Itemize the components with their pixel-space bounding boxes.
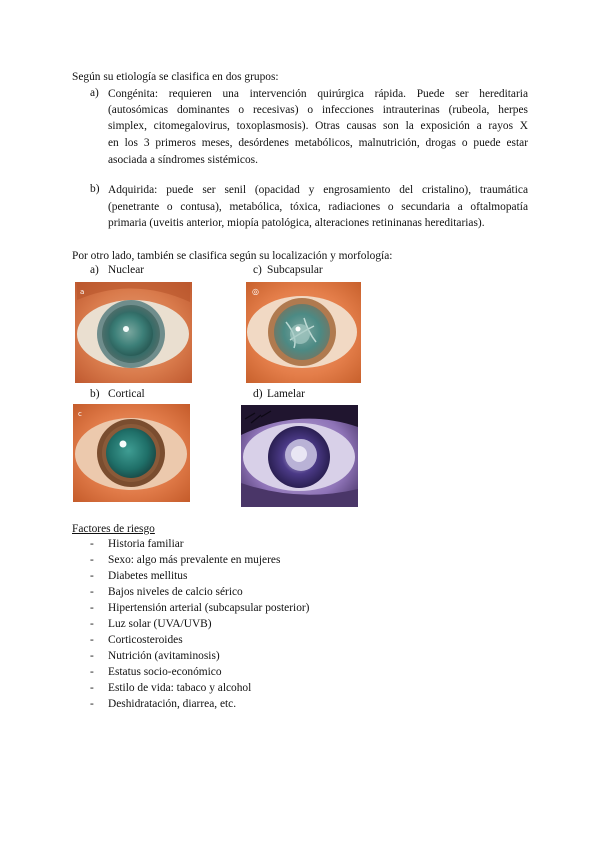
list-item: Estatus socio-económico	[108, 666, 222, 678]
lamellar-cataract-photo	[241, 405, 358, 507]
list-item: Estilo de vida: tabaco y alcohol	[108, 682, 252, 694]
list-item: Sexo: algo más prevalente en mujeres	[108, 554, 281, 566]
type-cortical-label: Cortical	[108, 388, 145, 400]
cortical-cataract-photo	[73, 404, 190, 502]
svg-text:a: a	[80, 288, 85, 296]
group-a-marker: a)	[90, 87, 99, 99]
type-c-marker: c)	[253, 264, 262, 276]
bullet: -	[90, 538, 94, 550]
group-a-line: Congénita: requieren una intervención quirúrgica rápida. Puede ser hereditaria	[108, 88, 528, 100]
bullet: -	[90, 666, 94, 678]
bullet: -	[90, 554, 94, 566]
etiology-intro: Según su etiología se clasifica en dos grupos:	[72, 71, 279, 83]
list-item: Historia familiar	[108, 538, 184, 550]
list-item: Luz solar (UVA/UVB)	[108, 618, 212, 630]
list-item: Bajos niveles de calcio sérico	[108, 586, 243, 598]
bullet: -	[90, 682, 94, 694]
list-item: Deshidratación, diarrea, etc.	[108, 698, 237, 710]
risk-factors-title: Factores de riesgo	[72, 523, 155, 535]
bullet: -	[90, 586, 94, 598]
type-d-marker: d)	[253, 388, 263, 400]
group-a-line: simplex, citomegalovirus, toxoplasmosis). Otras causas son la exposición a rayos X	[108, 120, 528, 132]
morphology-intro: Por otro lado, también se clasifica según su localización y morfología:	[72, 250, 393, 262]
type-nuclear-label: Nuclear	[108, 264, 145, 276]
bullet: -	[90, 570, 94, 582]
bullet: -	[90, 698, 94, 710]
list-item: Hipertensión arterial (subcapsular posterior)	[108, 602, 310, 614]
type-a-marker: a)	[90, 264, 99, 276]
group-b-marker: b)	[90, 183, 100, 195]
bullet: -	[90, 634, 94, 646]
svg-text:c: c	[78, 410, 82, 418]
bullet: -	[90, 618, 94, 630]
group-b-line: Adquirida: puede ser senil (opacidad y engrosamiento del cristalino), traumática	[108, 184, 528, 196]
list-item: Diabetes mellitus	[108, 570, 188, 582]
bullet: -	[90, 650, 94, 662]
group-b-line: primaria (uveitis anterior, miopía patológica, alteraciones retininanas hereditarias).	[108, 217, 485, 229]
type-subcapsular-label: Subcapsular	[267, 264, 323, 276]
group-a-line: asociada a síndromes sistémicos.	[108, 154, 258, 166]
nuclear-cataract-photo	[75, 282, 192, 383]
list-item: Corticosteroides	[108, 634, 183, 646]
bullet: -	[90, 602, 94, 614]
group-a-line: en los 3 primeros meses, desórdenes metabólicos, malnutrición, drogas o puede estar	[108, 137, 528, 149]
type-lamelar-label: Lamelar	[267, 388, 305, 400]
svg-text:◎: ◎	[252, 287, 259, 296]
list-item: Nutrición (avitaminosis)	[108, 650, 220, 662]
subcapsular-cataract-photo	[246, 282, 361, 383]
type-b-marker: b)	[90, 388, 100, 400]
group-a-line: (autosómicas dominantes o recesivas) o infecciones intrauterinas (rubeola, herpes	[108, 104, 528, 116]
group-b-line: (penetrante o contusa), metabólica, tóxica, radiaciones o secundaria a oftalmopatía	[108, 201, 528, 213]
